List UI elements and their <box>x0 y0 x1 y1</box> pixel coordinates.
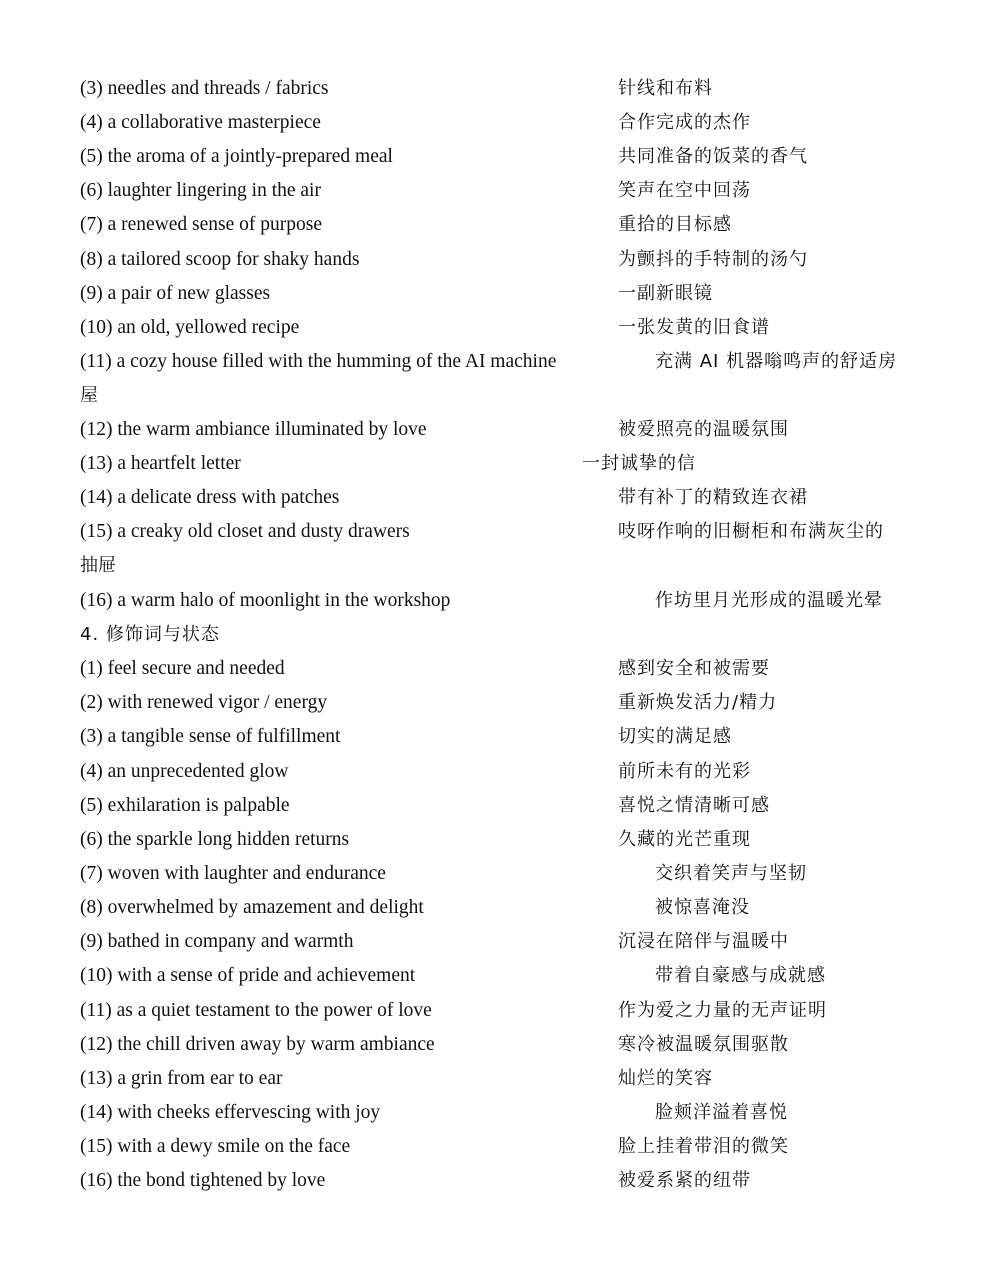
item-en: (5) the aroma of a jointly-prepared meal <box>80 146 393 167</box>
item-zh: 寒冷被温暖氛围驱散 <box>618 1034 789 1055</box>
item-zh: 带有补丁的精致连衣裙 <box>618 487 808 508</box>
item-en: (16) a warm halo of moonlight in the workshop <box>80 590 451 611</box>
item-zh: 被惊喜淹没 <box>655 897 750 918</box>
item-en: (10) with a sense of pride and achievement <box>80 965 416 986</box>
item-zh: 切实的满足感 <box>618 726 732 747</box>
item-zh: 交织着笑声与坚韧 <box>655 863 807 884</box>
item-en: (3) a tangible sense of fulfillment <box>80 726 341 747</box>
item-zh-continuation: 抽屉 <box>80 555 116 576</box>
item-en: (9) a pair of new glasses <box>80 283 271 304</box>
section-heading: 4. 修饰词与状态 <box>80 624 220 645</box>
item-en: (16) the bond tightened by love <box>80 1170 326 1191</box>
item-zh: 喜悦之情清晰可感 <box>618 795 770 816</box>
item-zh: 吱呀作响的旧橱柜和布满灰尘的 <box>618 521 884 542</box>
item-zh: 被爱系紧的纽带 <box>618 1170 751 1191</box>
item-en: (15) a creaky old closet and dusty drawers <box>80 521 410 542</box>
item-en: (7) woven with laughter and endurance <box>80 863 386 884</box>
item-zh: 带着自豪感与成就感 <box>655 965 826 986</box>
item-zh: 灿烂的笑容 <box>618 1068 713 1089</box>
item-en: (14) with cheeks effervescing with joy <box>80 1102 381 1123</box>
item-zh: 合作完成的杰作 <box>618 112 751 133</box>
item-en: (6) laughter lingering in the air <box>80 180 321 201</box>
item-zh: 一张发黄的旧食谱 <box>618 317 770 338</box>
item-en: (8) a tailored scoop for shaky hands <box>80 249 360 270</box>
item-en: (1) feel secure and needed <box>80 658 285 679</box>
item-zh: 被爱照亮的温暖氛围 <box>618 419 789 440</box>
item-zh: 针线和布料 <box>618 78 713 99</box>
item-en: (12) the chill driven away by warm ambiance <box>80 1034 435 1055</box>
item-zh: 作为爱之力量的无声证明 <box>618 1000 827 1021</box>
item-en: (10) an old, yellowed recipe <box>80 317 300 338</box>
item-zh: 笑声在空中回荡 <box>618 180 751 201</box>
item-en: (13) a heartfelt letter <box>80 453 241 474</box>
item-en: (7) a renewed sense of purpose <box>80 214 323 235</box>
item-zh-continuation: 屋 <box>80 385 98 406</box>
item-zh: 感到安全和被需要 <box>618 658 770 679</box>
item-zh: 作坊里月光形成的温暖光晕 <box>655 590 883 611</box>
item-zh: 前所未有的光彩 <box>618 761 751 782</box>
item-en: (3) needles and threads / fabrics <box>80 78 329 99</box>
item-zh: 一副新眼镜 <box>618 283 713 304</box>
item-en: (5) exhilaration is palpable <box>80 795 290 816</box>
item-en: (6) the sparkle long hidden returns <box>80 829 350 850</box>
item-en: (2) with renewed vigor / energy <box>80 692 328 713</box>
item-zh: 脸上挂着带泪的微笑 <box>618 1136 789 1157</box>
item-en: (8) overwhelmed by amazement and delight <box>80 897 424 918</box>
item-zh: 为颤抖的手特制的汤勺 <box>618 249 808 270</box>
item-zh: 充满 AI 机器嗡鸣声的舒适房 <box>655 351 898 372</box>
item-en: (11) a cozy house filled with the humming of the AI machine <box>80 351 557 372</box>
item-en: (13) a grin from ear to ear <box>80 1068 283 1089</box>
item-en: (12) the warm ambiance illuminated by love <box>80 419 427 440</box>
item-zh: 共同准备的饭菜的香气 <box>618 146 808 167</box>
item-en: (9) bathed in company and warmth <box>80 931 354 952</box>
item-en: (15) with a dewy smile on the face <box>80 1136 351 1157</box>
item-en: (4) a collaborative masterpiece <box>80 112 321 133</box>
item-en: (11) as a quiet testament to the power of love <box>80 1000 432 1021</box>
item-zh: 脸颊洋溢着喜悦 <box>655 1102 788 1123</box>
item-zh: 重拾的目标感 <box>618 214 732 235</box>
item-zh: 一封诚挚的信 <box>582 453 696 474</box>
item-zh: 沉浸在陪伴与温暖中 <box>618 931 789 952</box>
item-en: (14) a delicate dress with patches <box>80 487 340 508</box>
item-zh: 重新焕发活力/精力 <box>618 692 778 713</box>
item-en: (4) an unprecedented glow <box>80 761 289 782</box>
item-zh: 久藏的光芒重现 <box>618 829 751 850</box>
